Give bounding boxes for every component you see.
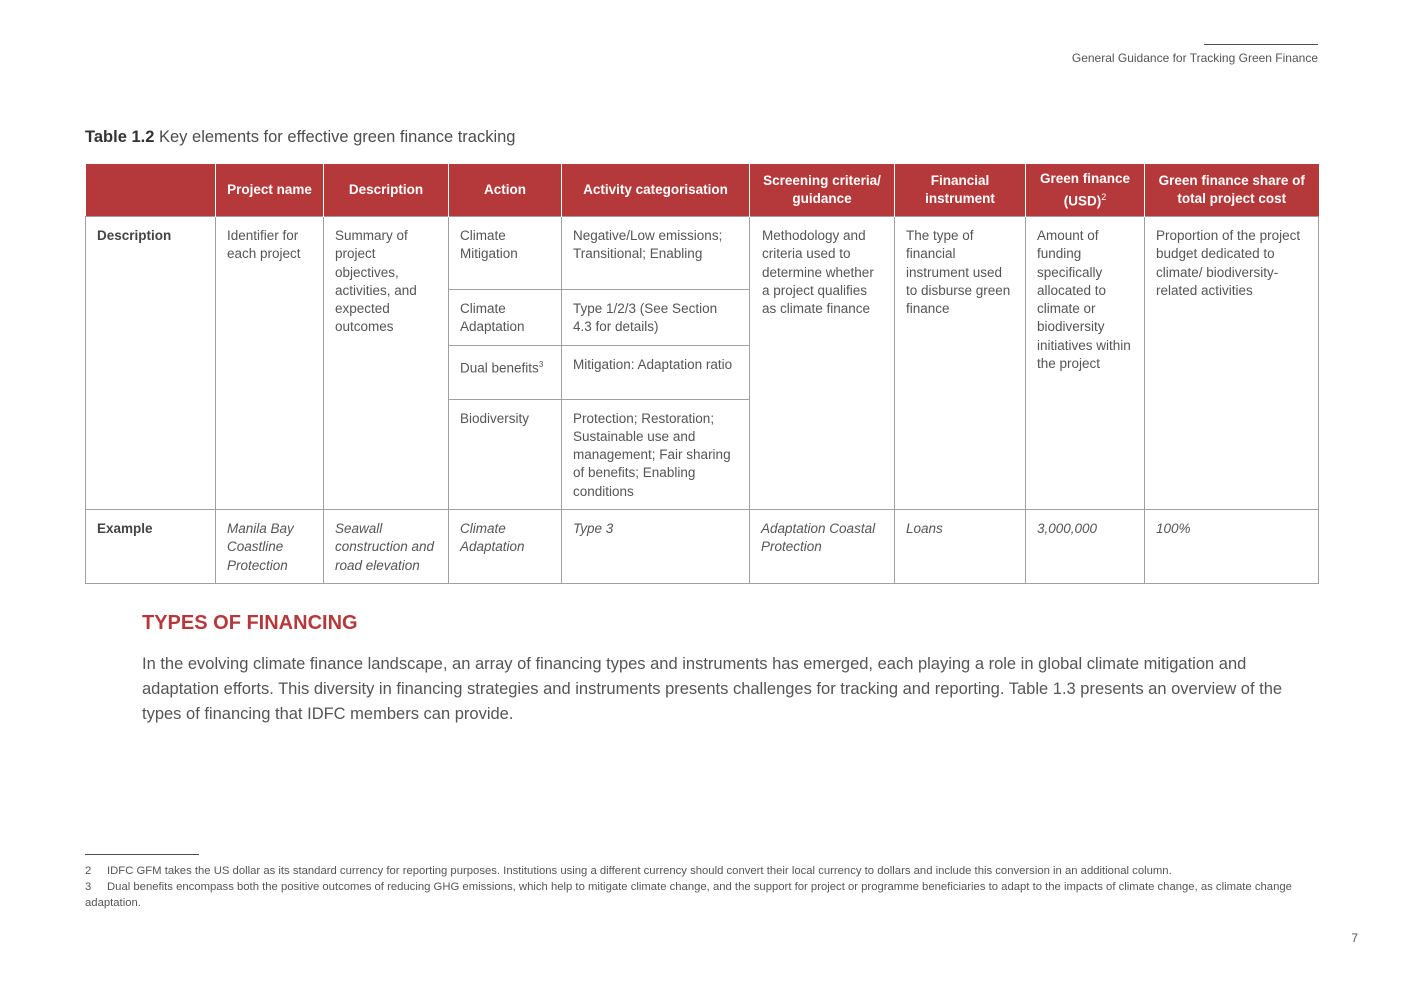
cell-categorisation-biodiversity: Protection; Restoration; Sustainable use and management; Fair sharing of benefits; Enabling conditions [562,399,750,509]
row-label-example: Example [86,510,216,584]
footnote-ref-2: 2 [1101,191,1107,202]
column-header-action: Action [449,164,562,217]
footnote-3 [85,879,1318,911]
cell-instrument: The type of financial instrument used to disburse green finance [895,217,1026,510]
header-rule [1204,44,1318,45]
footnote-2-number: 2 [85,865,92,877]
footnote-3-number: 3 [85,881,92,893]
footnote-ref-3: 3 [538,359,544,369]
table-header-row [86,164,1319,217]
footnote-2 [85,863,1318,879]
column-header-blank [86,164,216,217]
footnote-2-text: IDFC GFM takes the US dollar as its standard currency for reporting purposes. Institutions using a different currency should convert their local currency to dollars and include this conversion in an additional column. [107,865,1172,877]
column-header-screening-criteria: Screening criteria/ guidance [750,164,895,217]
table-row-example [86,510,1319,584]
cell-screening: Methodology and criteria used to determine whether a project qualifies as climate finance [750,217,895,510]
column-header-green-finance-usd [1026,164,1145,217]
cell-action-biodiversity: Biodiversity [449,399,562,509]
example-screening: Adaptation Coastal Protection [750,510,895,584]
footnote-3-text: Dual benefits encompass both the positive outcomes of reducing GHG emissions, which help to mitigate climate change, and the support for project or programme beneficiaries to adapt to the impacts of climate change, as climate change adaptation. [85,881,1292,909]
footnotes [85,863,1318,911]
example-project-name: Manila Bay Coastline Protection [216,510,324,584]
cell-categorisation-adaptation: Type 1/2/3 (See Section 4.3 for details) [562,290,750,346]
cell-green-finance: Amount of funding specifically allocated to climate or biodiversity initiatives within the project [1026,217,1145,510]
page-number: 7 [1351,931,1358,945]
dual-benefits-label: Dual benefits [460,360,539,376]
running-title: General Guidance for Tracking Green Finance [1071,51,1318,65]
cell-categorisation-mitigation: Negative/Low emissions; Transitional; Enabling [562,217,750,290]
section-body: In the evolving climate finance landscape, an array of financing types and instruments has emerged, each playing a role in global climate mitigation and adaptation efforts. This diversity in financing strategies and instruments presents challenges for tracking and reporting. Table 1.3 presents an overview of the types of financing that IDFC members can provide. [142,655,1283,723]
column-header-description: Description [324,164,449,217]
table-caption-label: Table 1.2 [85,128,155,146]
table-caption-text: Key elements for effective green finance tracking [159,128,516,146]
table-caption [85,128,515,147]
cell-project-name: Identifier for each project [216,217,324,510]
section-title: TYPES OF FINANCING [142,612,358,634]
example-description: Seawall construction and road elevation [324,510,449,584]
table-row-description-1 [86,217,1319,290]
example-instrument: Loans [895,510,1026,584]
cell-action-mitigation: Climate Mitigation [449,217,562,290]
example-green-finance: 3,000,000 [1026,510,1145,584]
example-categorisation: Type 3 [562,510,750,584]
cell-description: Summary of project objectives, activities, and expected outcomes [324,217,449,510]
cell-share: Proportion of the project budget dedicated to climate/ biodiversity-related activities [1145,217,1319,510]
column-header-green-finance-share: Green finance share of total project cost [1145,164,1319,217]
footnote-rule [85,854,199,855]
row-label-description: Description [86,217,216,510]
cell-action-dual-benefits [449,345,562,399]
example-share: 100% [1145,510,1319,584]
cell-categorisation-dual-benefits: Mitigation: Adaptation ratio [562,345,750,399]
column-header-activity-categorisation: Activity categorisation [562,164,750,217]
green-finance-table [85,164,1319,584]
column-header-financial-instrument: Financial instrument [895,164,1026,217]
example-action: Climate Adaptation [449,510,562,584]
cell-action-adaptation: Climate Adaptation [449,290,562,346]
column-header-project-name: Project name [216,164,324,217]
green-finance-usd-label: Green finance (USD) [1039,170,1131,209]
